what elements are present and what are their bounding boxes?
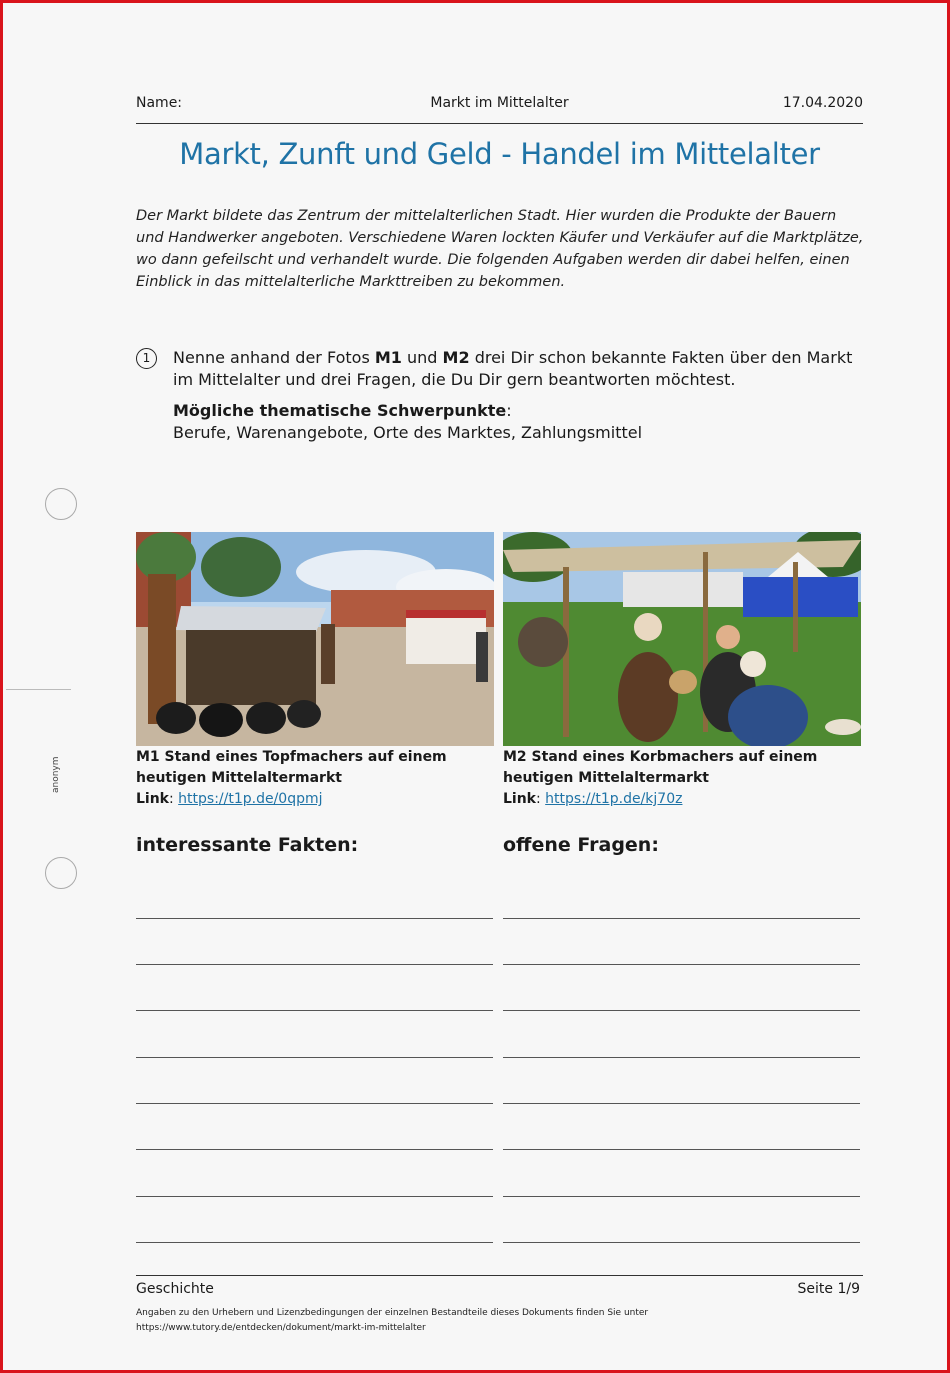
fold-mark <box>6 689 71 690</box>
punch-hole-top <box>45 488 77 520</box>
questions-writing-line[interactable] <box>503 1103 860 1104</box>
m1-link[interactable]: https://t1p.de/0qpmj <box>178 791 323 807</box>
footer-rule <box>136 1275 863 1276</box>
facts-writing-line[interactable] <box>136 1196 493 1197</box>
m1-caption: M1 Stand eines Topfmachers auf einem heutigen Mittelaltermarkt <box>136 749 447 786</box>
questions-writing-line[interactable] <box>503 1149 860 1150</box>
facts-writing-line[interactable] <box>136 918 493 919</box>
punch-hole-bottom <box>45 857 77 889</box>
m2-link-row: Link: https://t1p.de/kj70z <box>503 791 683 807</box>
name-label: Name: <box>136 95 183 111</box>
questions-heading: offene Fragen: <box>503 834 659 856</box>
questions-writing-line[interactable] <box>503 1010 860 1011</box>
facts-writing-line[interactable] <box>136 964 493 965</box>
m1-caption-block <box>136 747 506 810</box>
page-title: Markt, Zunft und Geld - Handel im Mittelalter <box>179 137 820 171</box>
m2-link[interactable]: https://t1p.de/kj70z <box>545 791 683 807</box>
task-number-badge: 1 <box>136 348 157 369</box>
focus-label: Mögliche thematische Schwerpunkte <box>173 401 507 420</box>
facts-writing-line[interactable] <box>136 1010 493 1011</box>
facts-writing-line[interactable] <box>136 1057 493 1058</box>
header-doc-title: Markt im Mittelalter <box>430 95 569 111</box>
questions-writing-line[interactable] <box>503 918 860 919</box>
m2-caption: M2 Stand eines Korbmachers auf einem heutigen Mittelaltermarkt <box>503 749 818 786</box>
questions-writing-line[interactable] <box>503 964 860 965</box>
task-instruction: Nenne anhand der Fotos M1 und M2 drei Dir schon bekannte Fakten über den Markt im Mittelalter und drei Fragen, die Du Dir gern beantworten möchtest. <box>173 348 853 389</box>
header-date: 17.04.2020 <box>782 95 863 111</box>
m1-link-row: Link: https://t1p.de/0qpmj <box>136 791 323 807</box>
intro-text: Der Markt bildete das Zentrum der mittelalterlichen Stadt. Hier wurden die Produkte der Bauern und Handwerker angeboten. Verschiedene Waren lockten Käufer und Verkäufer auf die Marktplätze, wo dann gefeilscht und verhandelt wurde. Die folgenden Aufgaben werden dir dabei helfen, einen Einblick in das mittelalterliche Markttreiben zu bekommen. <box>136 208 864 290</box>
facts-heading: interessante Fakten: <box>136 834 359 856</box>
footer-page-number: Seite 1/9 <box>797 1281 860 1297</box>
m2-caption-block <box>503 747 873 810</box>
questions-writing-line[interactable] <box>503 1242 860 1243</box>
facts-writing-line[interactable] <box>136 1103 493 1104</box>
task-focus: Mögliche thematische Schwerpunkte: Berufe, Warenangebote, Orte des Marktes, Zahlungsmittel <box>173 401 643 442</box>
focus-text: Berufe, Warenangebote, Orte des Marktes, Zahlungsmittel <box>173 423 643 442</box>
facts-writing-line[interactable] <box>136 1242 493 1243</box>
questions-writing-line[interactable] <box>503 1057 860 1058</box>
footer-attribution: Angaben zu den Urhebern und Lizenzbedingungen der einzelnen Bestandteile dieses Dokuments finden Sie unter https://www.tutory.de/entdecken/dokument/markt-im-mittelalter <box>136 1308 649 1333</box>
footer-subject: Geschichte <box>136 1281 214 1297</box>
anonym-label: anonym <box>51 756 61 793</box>
photo-m1-pot-maker-stand <box>136 532 494 746</box>
photo-m2-basket-maker-stand <box>503 532 861 746</box>
header-rule <box>136 123 863 124</box>
questions-writing-line[interactable] <box>503 1196 860 1197</box>
page-header <box>136 95 863 117</box>
facts-writing-line[interactable] <box>136 1149 493 1150</box>
